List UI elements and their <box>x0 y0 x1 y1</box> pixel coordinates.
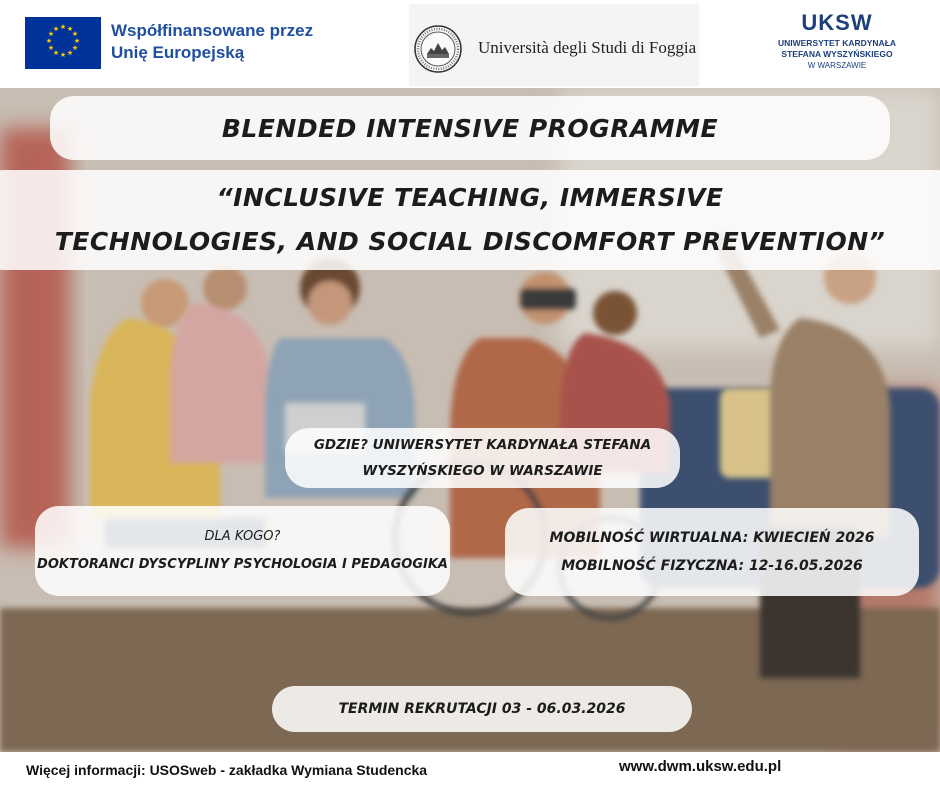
svg-text:★: ★ <box>47 44 55 52</box>
audience-question: DLA KOGO? <box>204 529 281 544</box>
svg-text:★: ★ <box>59 51 67 59</box>
footer-more-info: Więcej informacji: USOSweb - zakładka Wymiana Studencka <box>26 762 428 778</box>
uksw-name-line2: STEFANA WYSZYŃSKIEGO <box>781 49 893 59</box>
eu-stars-icon <box>25 17 101 69</box>
svg-text:★: ★ <box>45 37 53 45</box>
uksw-abbreviation: UKSW <box>801 10 873 35</box>
svg-text:★: ★ <box>73 37 81 45</box>
location-line2: WYSZYŃSKIEGO W WARSZAWIE <box>362 463 603 479</box>
foggia-seal-icon <box>413 24 463 74</box>
uksw-name-line3: W WARSZAWIE <box>807 61 867 70</box>
uksw-logo-block <box>752 10 922 71</box>
mobility-virtual: MOBILNOŚĆ WIRTUALNA: KWIECIEŃ 2026 <box>549 530 875 546</box>
programme-title-box <box>50 96 890 160</box>
audience-box <box>35 506 450 596</box>
mobility-dates-box <box>505 508 919 596</box>
svg-text:★: ★ <box>71 30 79 38</box>
eu-flag-logo <box>25 17 101 69</box>
location-box <box>285 428 680 488</box>
programme-subtitle-line1: “INCLUSIVE TEACHING, IMMERSIVE <box>216 183 724 212</box>
eu-cofinancing-text <box>111 20 313 64</box>
svg-text:★: ★ <box>59 23 67 31</box>
recruitment-dates: TERMIN REKRUTACJI 03 - 06.03.2026 <box>338 701 626 717</box>
uksw-name-line1: UNIWERSYTET KARDYNAŁA <box>777 38 897 48</box>
audience-answer: DOKTORANCI DYSCYPLINY PSYCHOLOGIA I PEDAGOGIKA <box>37 557 448 572</box>
recruitment-box <box>272 686 692 732</box>
svg-text:★: ★ <box>47 30 55 38</box>
footer-band <box>0 752 940 788</box>
svg-text:★: ★ <box>52 49 60 57</box>
svg-text:★: ★ <box>52 25 60 33</box>
programme-subtitle-line2: TECHNOLOGIES, AND SOCIAL DISCOMFORT PREVENTION” <box>54 227 886 256</box>
location-line1: GDZIE? UNIWERSYTET KARDYNAŁA STEFANA <box>313 437 652 453</box>
programme-title: BLENDED INTENSIVE PROGRAMME <box>221 113 719 143</box>
foggia-university-name: Università degli Studi di Foggia <box>478 38 697 57</box>
eu-text-line2: Unię Europejską <box>111 43 245 62</box>
programme-subtitle-box <box>0 170 940 270</box>
footer-website-link[interactable]: www.dwm.uksw.edu.pl <box>619 758 782 775</box>
eu-text-line1: Współfinansowane przez <box>111 21 314 40</box>
svg-text:★: ★ <box>66 49 74 57</box>
header-band <box>0 0 940 88</box>
mobility-physical: MOBILNOŚĆ FIZYCZNA: 12-16.05.2026 <box>561 558 863 574</box>
svg-text:★: ★ <box>71 44 79 52</box>
svg-text:★: ★ <box>66 25 74 33</box>
foggia-logo-block <box>409 4 699 86</box>
